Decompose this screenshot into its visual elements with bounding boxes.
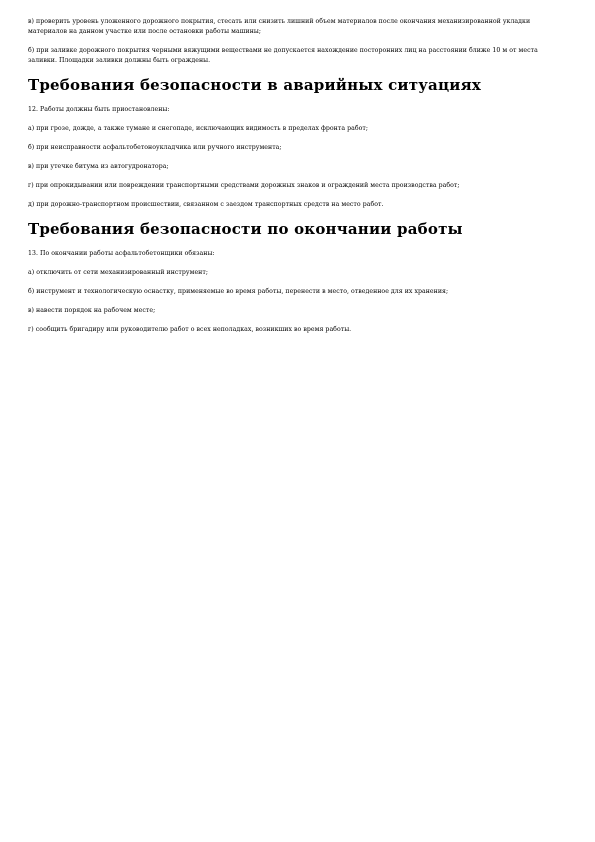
emergency-paragraph-5: г) при опрокидывании или повреждении транспортными средствами дорожных знаков и ограждений места производства работ; [28, 182, 460, 189]
document-page [28, 17, 568, 344]
emergency-paragraph-4: в) при утечке битума из автогудронатора; [28, 163, 169, 170]
end-paragraph-2: а) отключить от сети механизированный инструмент; [28, 269, 208, 276]
emergency-paragraph-6: д) при дорожно-транспортном происшествии, связанном с заездом транспортных средств на место работ. [28, 201, 384, 208]
heading-end-of-work: Требования безопасности по окончании работы [28, 220, 463, 238]
emergency-paragraph-1: 12. Работы должны быть приостановлены: [28, 106, 170, 113]
emergency-paragraph-2: а) при грозе, дожде, а также тумане и снегопаде, исключающих видимость в пределах фронта работ; [28, 125, 368, 132]
intro-paragraph-2: б) при заливке дорожного покрытия черными вяжущими веществами не допускается нахождение посторонних лиц на расстоянии ближе 10 м от места заливки. Площадки заливки должны быть ограждены. [28, 47, 538, 64]
end-paragraph-4: в) навести порядок на рабочем месте; [28, 307, 156, 314]
emergency-paragraph-3: б) при неисправности асфальтобетоноукладчика или ручного инструмента; [28, 144, 282, 151]
heading-emergency: Требования безопасности в аварийных ситуациях [28, 76, 482, 94]
end-paragraph-1: 13. По окончании работы асфальтобетонщики обязаны: [28, 250, 215, 257]
end-paragraph-5: г) сообщить бригадиру или руководителю работ о всех неполадках, возникших во время работы. [28, 326, 352, 333]
intro-paragraph-1: в) проверить уровень уложенного дорожного покрытия, стесать или снизить лишний объем материалов после окончания механизированной укладки материалов на данном участке или после остановки работы машины; [28, 18, 531, 35]
end-paragraph-3: б) инструмент и технологическую оснастку, применяемые во время работы, перенести в место, отведенное для их хранения; [28, 288, 449, 295]
